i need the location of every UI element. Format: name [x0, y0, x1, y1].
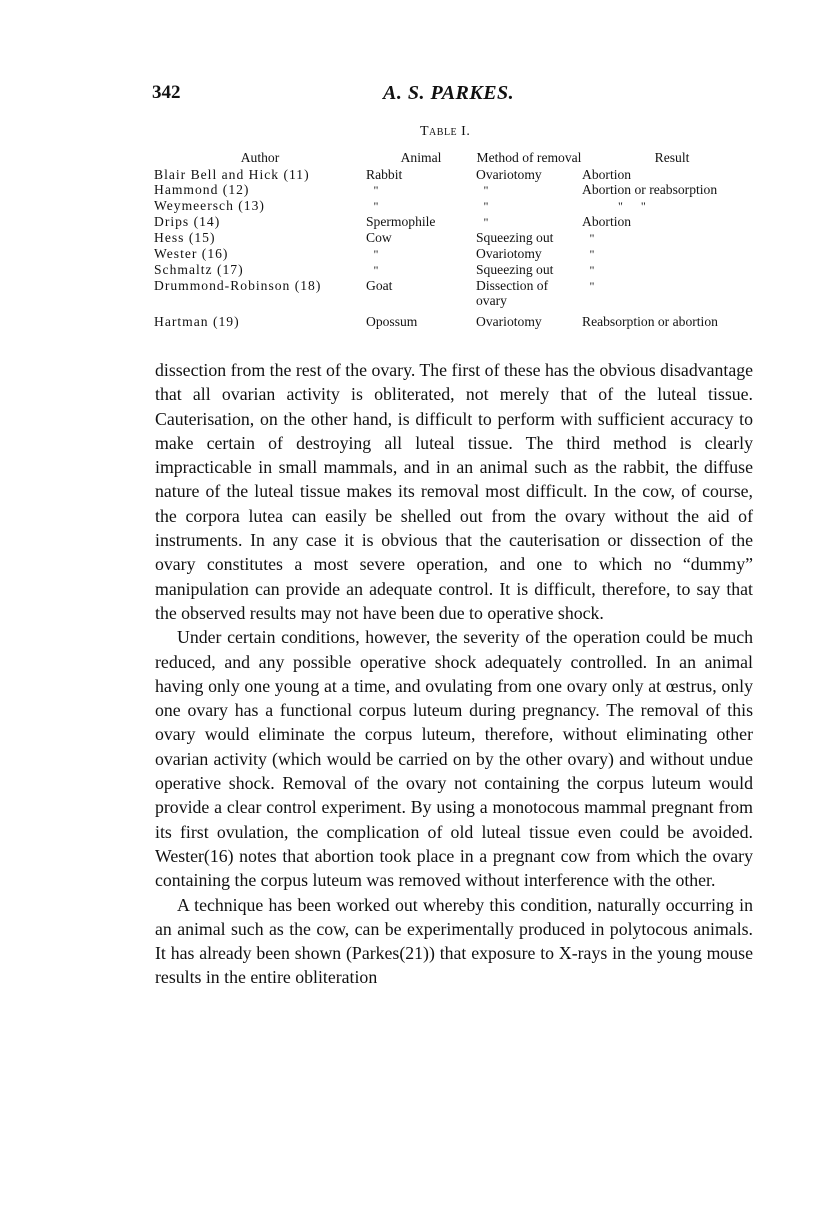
- col-header-method: Method of removal: [476, 150, 582, 165]
- cell-author: Blair Bell and Hick (11): [154, 167, 310, 182]
- ditto-mark: ": [589, 263, 595, 277]
- ditto-mark: ": [373, 199, 379, 213]
- cell-method: Squeezing out: [476, 262, 554, 277]
- paragraph: dissection from the rest of the ovary. The first of these has the obvious disadvantage that all ovarian activity is obliterated, not merely that of the luteal tissue. Cauterisation, on the other hand, is difficult to perform with sufficient accuracy to make certain of destroying all luteal tissue. The third method is clearly impracticable in small mammals, and in an animal such as the rabbit, the diffuse nature of the luteal tissue makes its removal most difficult. In the cow, of course, the corpora lutea can easily be shelled out from the ovary without the aid of instruments. In any case it is obvious that the cauterisation or dissection of the ovary constitutes a most severe operation, and one to which no “dummy” manipulation can provide an adequate control. It is difficult, therefore, to say that the observed results may not have been due to operative shock.: [155, 360, 753, 623]
- table-row: [154, 182, 762, 198]
- ditto-mark: ": [589, 231, 595, 245]
- cell-author: Drips (14): [154, 214, 221, 229]
- cell-result: Abortion or reabsorption: [582, 182, 718, 197]
- cell-method: [476, 198, 582, 214]
- table-row: [154, 214, 762, 230]
- cell-result: Reabsorption or abortion: [582, 314, 718, 329]
- cell-animal: Spermophile: [366, 214, 436, 229]
- cell-result: [582, 278, 762, 314]
- table-row: [154, 246, 762, 262]
- cell-result: [582, 262, 762, 278]
- cell-result: [582, 230, 762, 246]
- cell-author: Hess (15): [154, 230, 216, 245]
- table-row: [154, 278, 762, 314]
- body-text: [155, 358, 753, 990]
- data-table: [154, 150, 762, 329]
- cell-method: Ovariotomy: [476, 314, 542, 329]
- cell-result: [582, 198, 762, 214]
- ditto-mark: ": [483, 215, 489, 229]
- ditto-mark: ": [589, 279, 595, 293]
- table-row: [154, 167, 762, 182]
- table-title: Table I.: [420, 124, 471, 139]
- table-header-row: [154, 150, 762, 167]
- cell-author: Hammond (12): [154, 182, 250, 197]
- cell-method: Dissection of ovary: [476, 278, 549, 308]
- table-row: [154, 198, 762, 214]
- cell-result: [582, 246, 762, 262]
- cell-author: Hartman (19): [154, 314, 240, 329]
- col-header-animal: Animal: [400, 150, 442, 165]
- cell-author: Weymeersch (13): [154, 198, 265, 213]
- ditto-mark: ": [373, 263, 379, 277]
- cell-author: Schmaltz (17): [154, 262, 244, 277]
- ditto-mark: ": [373, 183, 379, 197]
- table-row: [154, 230, 762, 246]
- ditto-mark: ": [483, 199, 489, 213]
- cell-animal: [366, 246, 476, 262]
- cell-animal: Rabbit: [366, 167, 403, 182]
- cell-animal: [366, 182, 476, 198]
- cell-animal: Cow: [366, 230, 392, 245]
- paragraph: A technique has been worked out whereby this condition, naturally occurring in an animal such as the cow, can be experimentally produced in polytocous animals. It has already been shown (Parkes(21)) that exposure to X-rays in the young mouse results in the entire obliteration: [155, 894, 753, 988]
- cell-animal: [366, 262, 476, 278]
- cell-method: [476, 182, 582, 198]
- cell-animal: [366, 198, 476, 214]
- ditto-mark: ": [483, 183, 489, 197]
- cell-result: Abortion: [582, 167, 632, 182]
- ditto-mark: ": [589, 247, 595, 261]
- cell-author: Wester (16): [154, 246, 229, 261]
- ditto-mark: " ": [618, 199, 646, 213]
- running-head: A. S. PARKES.: [383, 82, 515, 104]
- col-header-author: Author: [240, 150, 280, 165]
- cell-method: Squeezing out: [476, 230, 554, 245]
- ditto-mark: ": [373, 247, 379, 261]
- cell-method: Ovariotomy: [476, 167, 542, 182]
- cell-result: Abortion: [582, 214, 632, 229]
- page-number: 342: [152, 82, 181, 103]
- col-header-result: Result: [654, 150, 690, 165]
- paragraph: Under certain conditions, however, the severity of the operation could be much reduced, and any possible operative shock adequately controlled. In an animal having only one young at a time, and ovulating from one ovary only at œstrus, only one ovary has a functional corpus luteum during pregnancy. The removal of this ovary would eliminate the corpus luteum, therefore, without eliminating other ovarian activity (which would be carried on by the other ovary) and without undue operative shock. Removal of the ovary not containing the corpus luteum would provide a clear control experiment. By using a monotocous mammal pregnant from its first ovulation, the complication of old luteal tissue even could be avoided. Wester(16) notes that abortion took place in a pregnant cow from which the ovary containing the corpus luteum was removed without interference with the other.: [155, 627, 753, 891]
- cell-animal: Goat: [366, 278, 393, 293]
- table-row: [154, 262, 762, 278]
- cell-animal: Opossum: [366, 314, 418, 329]
- table-row: [154, 314, 762, 329]
- cell-method: Ovariotomy: [476, 246, 542, 261]
- cell-method: [476, 214, 582, 230]
- cell-author: Drummond-Robinson (18): [154, 278, 322, 293]
